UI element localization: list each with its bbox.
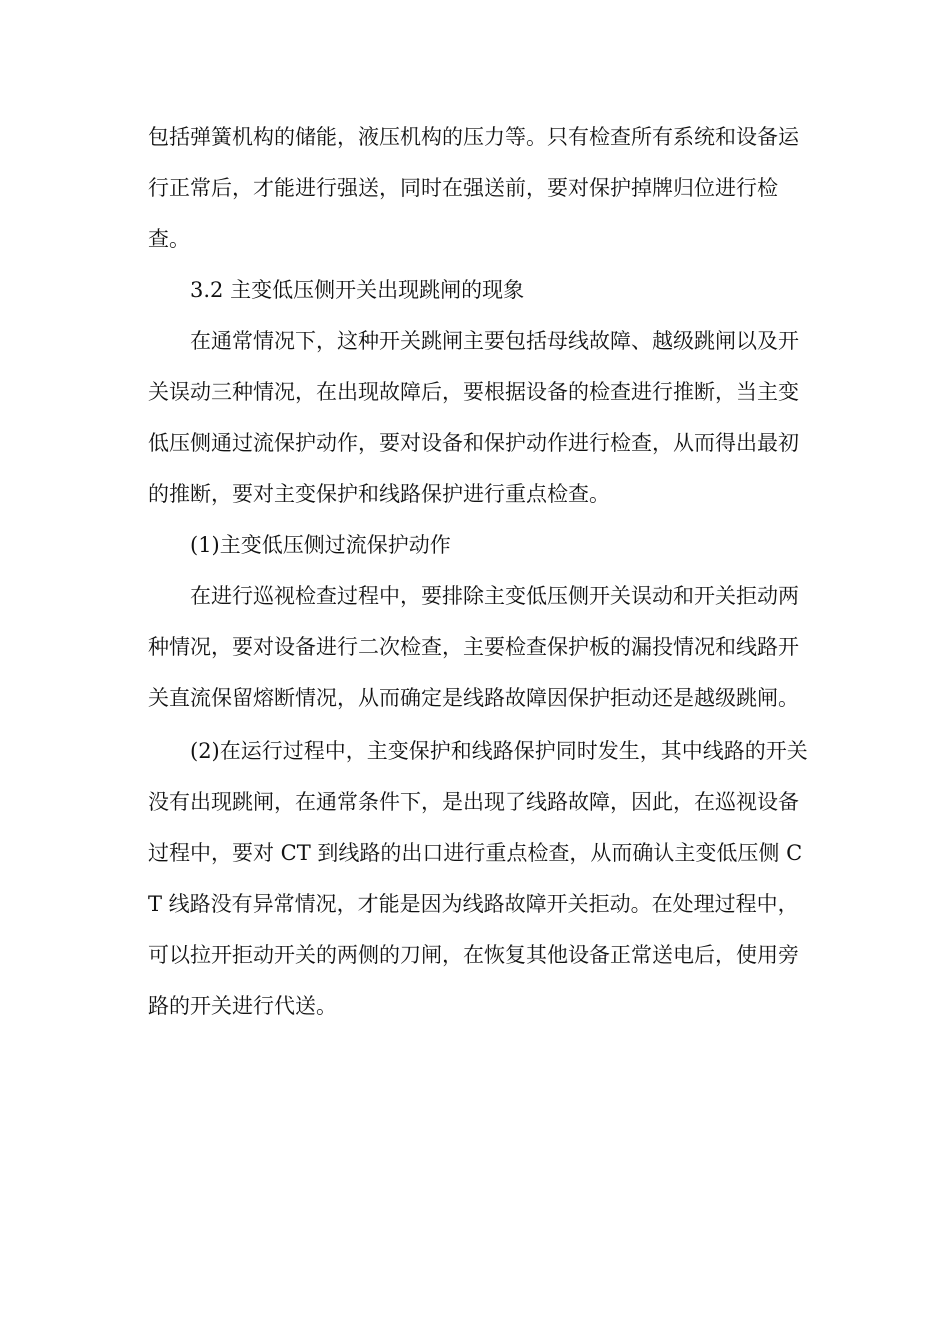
subsection-heading: (1)主变低压侧过流保护动作 [190, 533, 451, 557]
paragraph-continuation: 包括弹簧机构的储能，液压机构的压力等。只有检查所有系统和设备运行正常后，才能进行强送，同时在强送前，要对保护掉牌归位进行检查。 [148, 125, 799, 251]
section-heading: 3.2 主变低压侧开关出现跳闸的现象 [190, 278, 525, 302]
paragraph: 在进行巡视检查过程中，要排除主变低压侧开关误动和开关拒动两种情况，要对设备进行二次检查，主要检查保护板的漏投情况和线路开关直流保留熔断情况，从而确定是线路故障因保护拒动还是越级跳闸。 [148, 584, 799, 710]
paragraph: (2)在运行过程中，主变保护和线路保护同时发生，其中线路的开关没有出现跳闸，在通常条件下，是出现了线路故障，因此，在巡视设备过程中，要对 CT 到线路的出口进行重点检查，从而确认主变低压侧 CT 线路没有异常情况，才能是因为线路故障开关拒动。在处理过程中，可以拉开拒动开关的两侧的刀闸，在恢复其他设备正常送电后，使用旁路的开关进行代送。 [148, 739, 808, 1018]
paragraph: 在通常情况下，这种开关跳闸主要包括母线故障、越级跳闸以及开关误动三种情况，在出现故障后，要根据设备的检查进行推断，当主变低压侧通过流保护动作，要对设备和保护动作进行检查，从而得出最初的推断，要对主变保护和线路保护进行重点检查。 [148, 329, 799, 506]
document-body [148, 112, 808, 1032]
